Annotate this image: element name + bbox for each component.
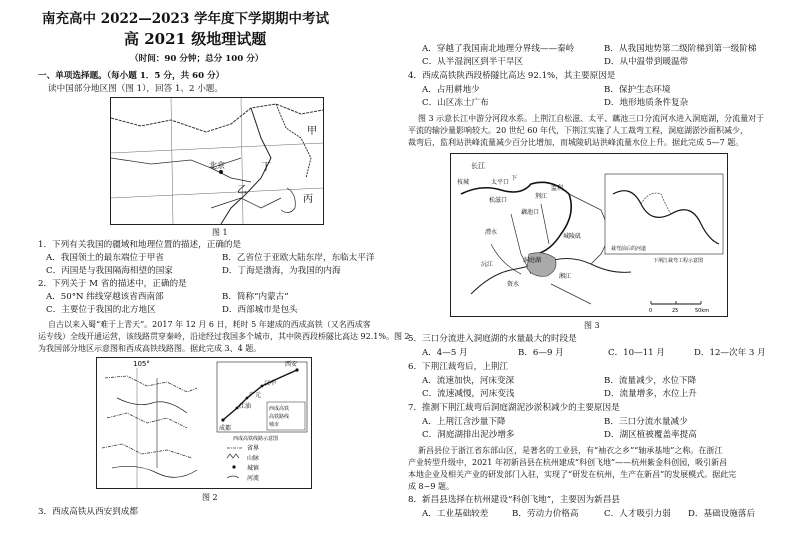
fig3-scale-0: 0 [649,308,653,314]
q1-option-b: B．乙省位于亚欧大陆东岸，东临太平洋 [222,253,375,263]
q1-option-d: D．丁海是渤海，为我国的内海 [222,266,341,276]
q2-option-c: C．主要位于我国的北方地区 [46,305,156,315]
q6-option-d: D．流量增多，水位上升 [604,389,697,399]
q5-option-c: C．10—11 月 [608,348,665,358]
figure-2-caption: 图 2 [202,493,218,502]
fig3-label-dongting: 洞庭湖 [523,257,542,264]
fig2-legend-river: 河流 [247,475,260,482]
fig2-legend-town: 城镇 [247,465,260,472]
fig2-legend2-route: 高铁路线 [269,414,290,420]
q8-option-d: D．基础设施落后 [688,509,756,519]
passage2-line-1: 图 3 示意长江中游分河段水系。上荆江自松滋、太平、藕池三口分流河水进入洞庭湖，分流量对于 [418,114,765,123]
fig1-label-bing: 丙 [303,194,313,205]
fig3-label-jingjiang: 荆江 [535,193,548,200]
fig1-label-beijing: 北京 [209,161,225,170]
q8-option-b: B．劳动力价格高 [512,509,579,519]
fig3-label-jianli: 监利 [551,185,564,192]
q2-option-d: D．西部城市是包头 [222,305,298,315]
figure-1-caption: 图 1 [212,228,228,237]
section-intro: 读中国部分地区图（图 1），回答 1、2 小题。 [48,84,223,94]
q7-stem: 7．推测下荆江裁弯后洞庭湖泥沙淤积减少的主要原因是 [408,403,620,413]
q7-option-d: D．湖区植被覆盖率提高 [604,430,697,440]
fig3-label-yangtze: 长江 [471,162,485,170]
figure-1-map [110,97,324,225]
fig2-city-jiangyou: 江油 [239,403,252,410]
fig2-title: 西成高铁线路示意图 [233,436,279,442]
q3-stem: 3．西成高铁从西安到成都 [38,507,138,517]
fig3-inset2-title: 下荆江裁弯工程示意图 [653,258,704,264]
q6-option-a: A．流速加快，河床变深 [422,376,515,386]
q5-option-d: D．12—次年 3 月 [694,348,766,358]
exam-meta: （时间：90 分钟；总分 100 分） [130,54,264,64]
q8-option-a: A．工业基础较差 [422,509,489,519]
q2-option-a: A．50°N 纬线穿越该省西南部 [46,292,164,302]
fig2-city-xian: 西安 [285,361,298,368]
figure-3-caption: 图 3 [584,321,600,330]
fig1-label-ding: 丁 [261,162,271,173]
q6-option-c: C．流速减慢，河床变浅 [422,389,515,399]
exam-title: 南充高中 2022—2023 学年度下学期期中考试 [42,11,330,27]
fig3-label-taipingkou: 太平口 [491,179,510,186]
fig3-label-zishui: 资水 [507,281,520,288]
passage1-line-2: 运专线）全线开通运营，该线路贯穿秦岭，沿途经过我国多个城市，其中陕西段桥隧比高达 92.1%。图 2 [38,332,410,341]
passage3-line-4: 成 8~9 题。 [408,482,454,491]
fig3-label-lishui: 澧水 [485,229,498,236]
fig2-legend-border: 省界 [247,445,260,452]
fig3-label-ouchikou: 藕池口 [521,209,540,216]
figure-2-map [96,357,312,489]
fig3-label-chenglingji: 城陵矶 [563,233,582,240]
q4-option-c: C．山区冻土广布 [422,98,489,108]
q3-option-b: B．从我国地势第二级阶梯到第一级阶梯 [604,44,757,54]
fig3-label-zhicheng: 枝城 [457,179,470,186]
fig3-scale-25: 25 [672,308,679,314]
passage3-line-2: 产业转型升级中，2021 年初新昌县在杭州建成“科创飞地”——杭州紫金科创园，吸引新昌 [408,458,728,467]
passage1-line-3: 为我国部分地区示意图和西成高铁线路图。据此完成 3、4 题。 [38,344,262,353]
q7-option-a: A．上荆江含沙量下降 [422,417,506,427]
q4-option-a: A．占用耕地少 [422,85,480,95]
exam-subtitle: 高 2021 级地理试题 [124,30,267,48]
passage3-line-3: 本地企业及相关产业的研发部门入驻，实现了“研发在杭州，生产在新昌”的发展模式。据此完 [408,470,737,479]
fig3-label-xia: 下 [511,175,518,182]
q7-option-b: B．三口分流水量减少 [604,417,688,427]
q8-option-c: C．人才吸引力弱 [604,509,671,519]
passage1-line-1: 自古以来入蜀“难于上青天”。2017 年 12 月 6 日，耗时 5 年建成的西成高铁（又名西成客 [48,320,371,329]
q2-stem: 2．下列关于 M 省的描述中，正确的是 [38,279,187,289]
q5-stem: 5．三口分流进入洞庭湖的水量最大的时段是 [408,334,577,344]
fig3-label-yuanjiang: 沅江 [481,261,494,268]
figure-1-svg [111,98,323,224]
q1-option-c: C．丙国是与我国隔海相望的国家 [46,266,173,276]
figure-3-map [450,153,728,317]
q3-option-c: C．从半湿润区到半干旱区 [422,57,524,67]
q6-stem: 6．下荆江裁弯后，上荆江 [408,362,508,372]
fig3-scale-50: 50km [695,308,710,314]
q6-option-b: B．流量减少，水位下降 [604,376,697,386]
fig3-label-xiangjiang: 湘江 [559,273,572,280]
passage2-line-2: 平流的输沙量影响较大。20 世纪 60 年代，下荆江实施了人工裁弯工程，洞庭湖淤沙面积减少， [408,126,748,135]
fig3-label-songzikou: 松滋口 [489,197,508,204]
fig3-inset-title: 裁弯前后的河道 [611,246,647,252]
figure-2-svg [97,358,311,488]
fig2-legend2-city: 城市 [269,422,280,428]
q4-option-b: B．保护生态环境 [604,85,671,95]
section-heading: 一、单项选择题。（每小题 1．5 分，共 60 分） [38,71,225,81]
q3-option-d: D．从中温带到暖温带 [604,57,689,67]
fig2-city-guangyuan: 广元 [249,392,262,399]
fig1-label-yi: 乙 [237,185,247,196]
fig1-label-jia: 甲 [307,126,317,137]
fig2-longitude: 105° [133,360,150,368]
fig2-legend2-rail: 西成高铁 [269,406,290,412]
figure-3-svg [451,154,727,316]
fig2-legend-mountain: 山脉 [247,455,260,462]
q4-stem: 4．西成高铁陕西段桥隧比高达 92.1%，其主要原因是 [408,71,616,81]
q3-option-a: A．穿越了我国南北地理分界线——秦岭 [422,44,575,54]
passage3-line-1: 新昌县位于浙江省东部山区，是著名的工业县，有“袖衣之乡”“轴承基地”之称。在浙江 [418,446,723,455]
fig2-city-chengdu: 成都 [219,425,232,432]
q5-option-a: A．4—5 月 [422,348,468,358]
q1-stem: 1．下列有关我国的疆域和地理位置的描述，正确的是 [38,240,242,250]
q7-option-c: C．洞庭湖排出泥沙增多 [422,430,515,440]
q5-option-b: B．6—9 月 [518,348,564,358]
q4-option-d: D．地形地质条件复杂 [604,98,689,108]
q1-option-a: A．我国领土的最东端位于甲省 [46,253,164,263]
q8-stem: 8．新昌县选择在杭州建设“科创飞地”，主要因为新昌县 [408,495,620,505]
q2-option-b: B．简称“内蒙古” [222,292,289,302]
passage2-line-3: 裁弯后，监利站洪峰流量减少百分比增加，而城陵矶站洪峰流量水位上升。据此完成 5—7 题。 [408,138,744,147]
fig2-city-hanzhong: 汉中 [264,380,277,387]
